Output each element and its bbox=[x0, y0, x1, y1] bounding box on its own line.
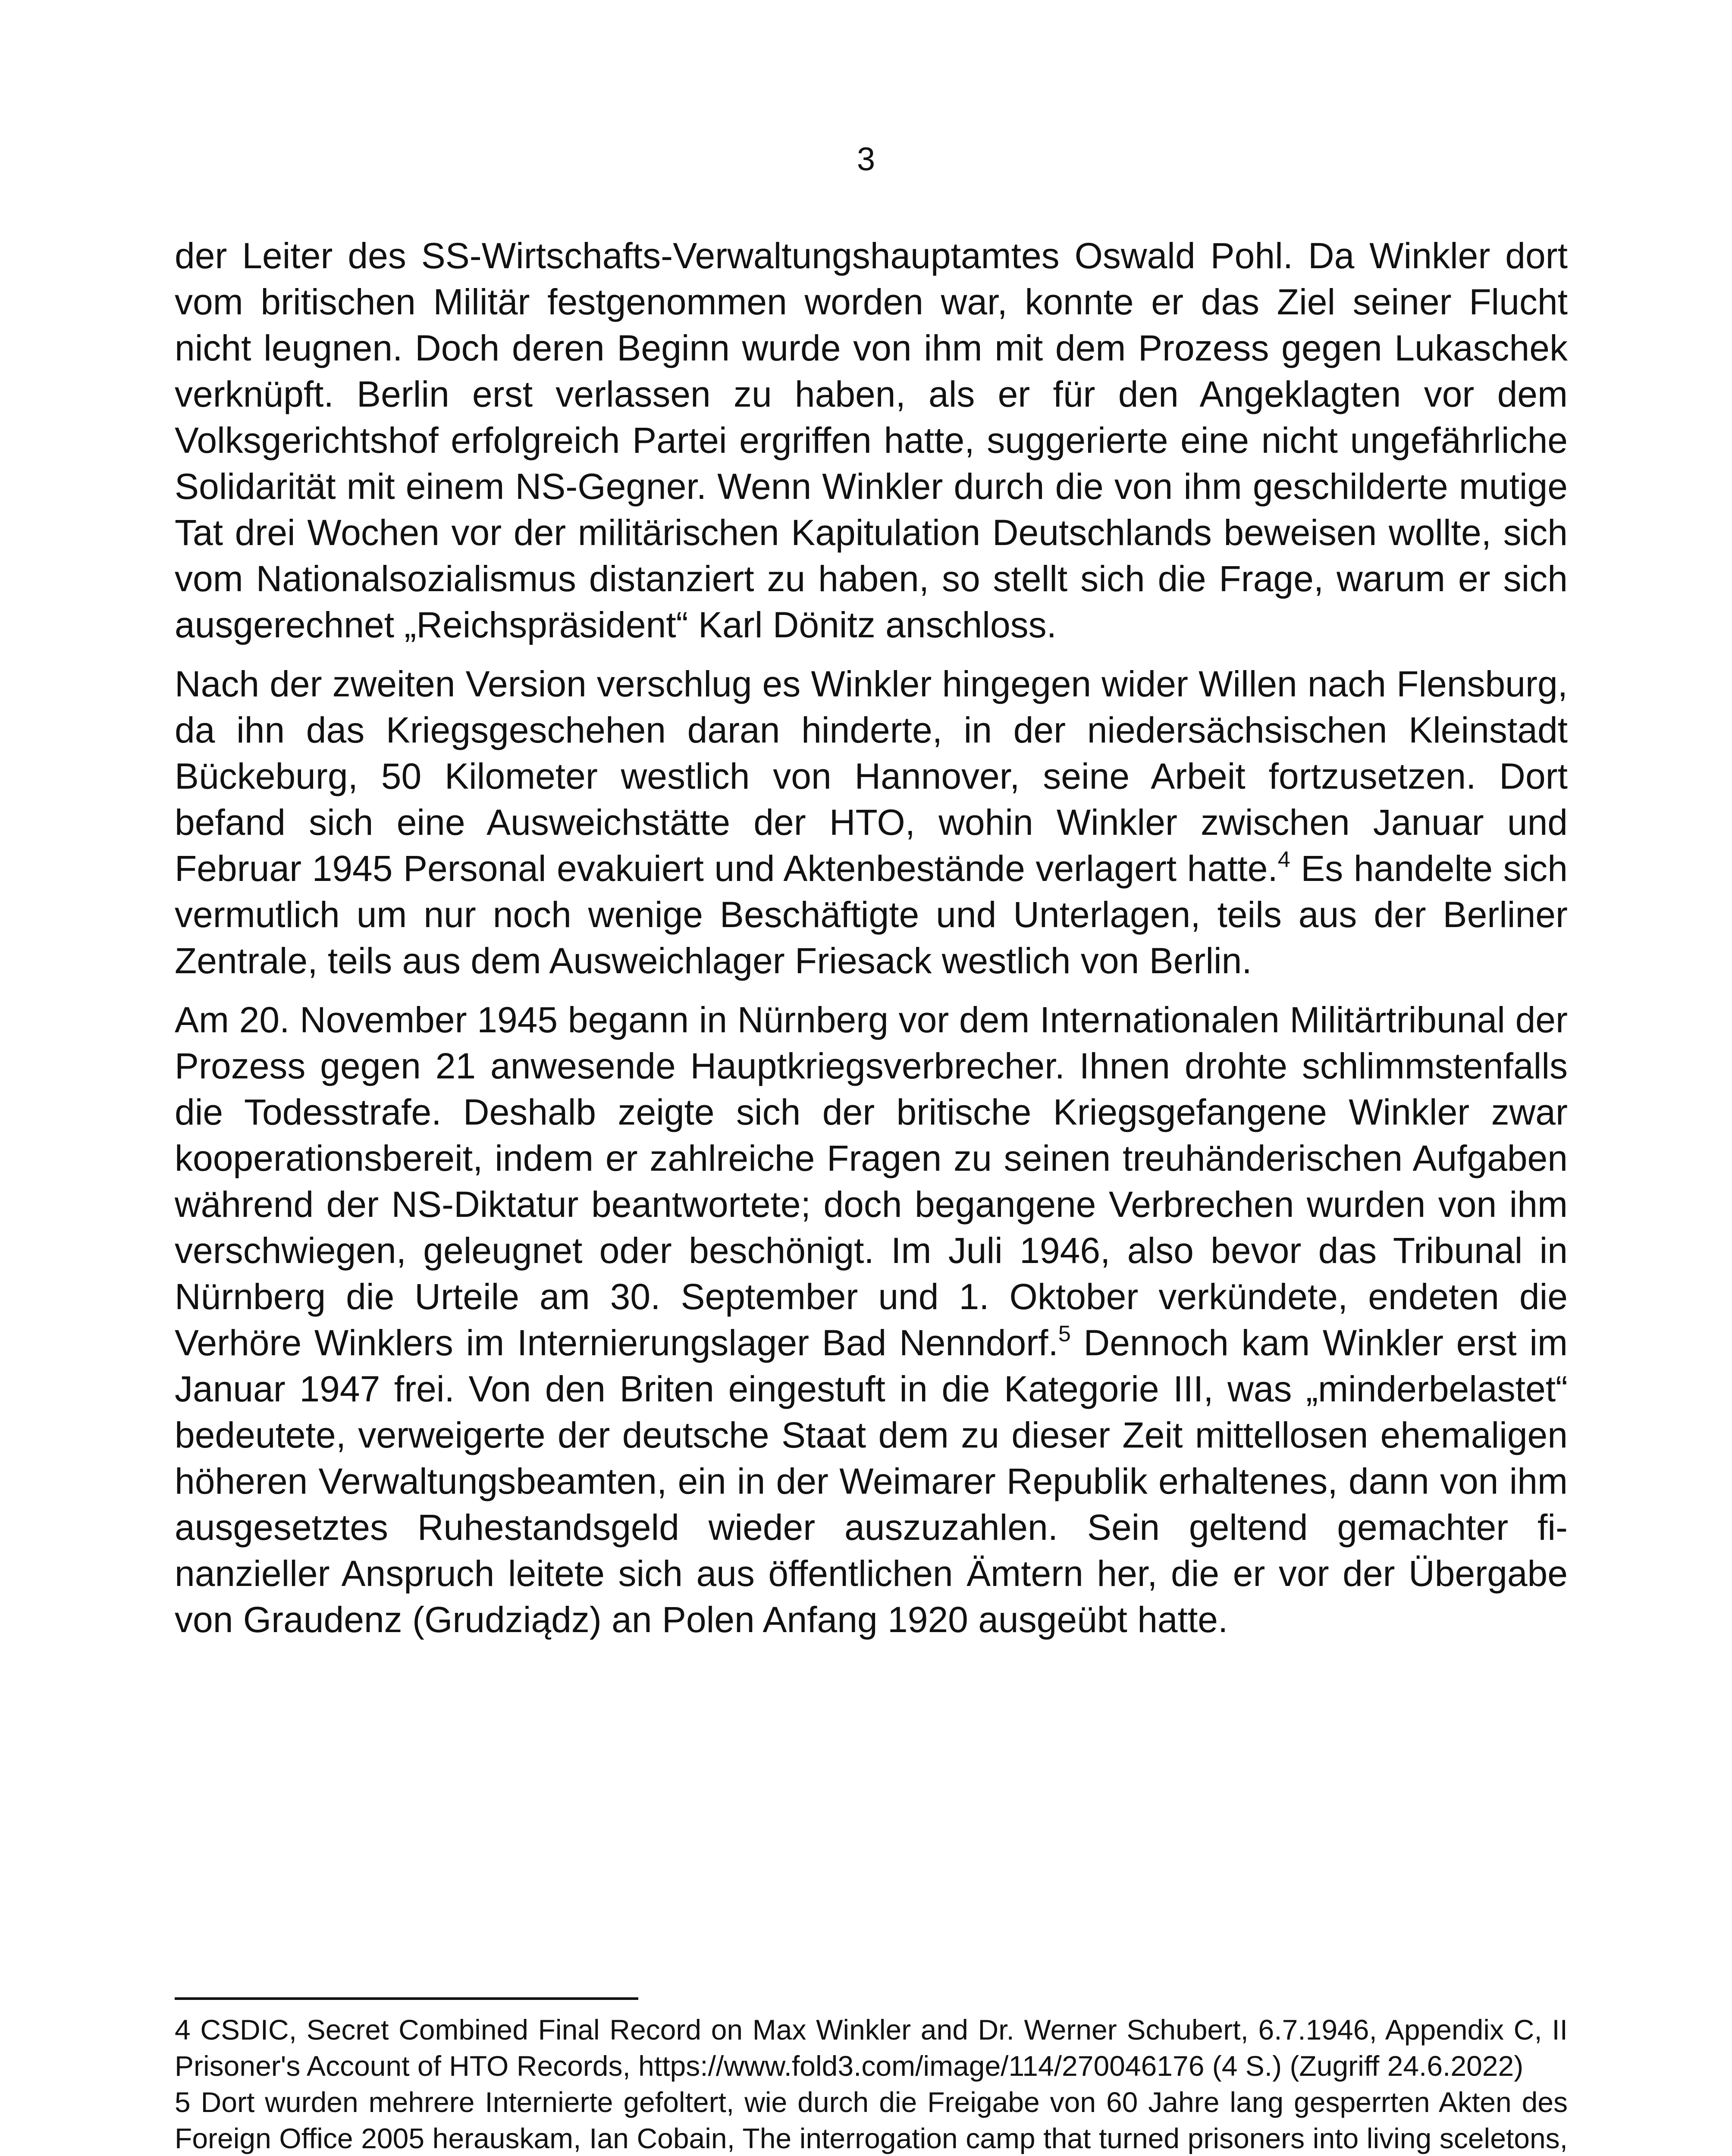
body-text bbox=[175, 233, 1568, 1656]
paragraph-2-text-a: Nach der zweiten Version verschlug es Winkler hingegen wider Willen nach Flensburg, da ihn das Kriegsgeschehen daran hinderte, in der niedersächsischen Kleinstadt Bückeburg, 50 Kilometer westlich von Hannover, seine Arbeit fortzusetzen. Dort befand sich eine Ausweichstätte der HTO, wohin Winkler zwischen Januar und Februar 1945 Personal evakuiert und Aktenbestände verlagert hatte. bbox=[175, 664, 1568, 889]
footnote-ref-4[interactable]: 4 bbox=[1277, 847, 1290, 872]
paragraph-3-text-b: Dennoch kam Winkler erst im Januar 1947 frei. Von den Briten eingestuft in die Kategorie III, was „minderbelastet“ bedeutete, verweigerte der deutsche Staat dem zu dieser Zeit mittellosen ehemaligen höheren Verwaltungsbeamten, ein in der Weimarer Republik erhaltenes, dann von ihm ausgesetztes Ruhestandsgeld wieder auszuzahlen. Sein geltend gemachter finanzieller Anspruch leitete sich aus öffentlichen Ämtern her, die er vor der Übergabe von Graudenz (Grudziądz) an Polen Anfang 1920 ausgeübt hatte. bbox=[175, 1322, 1568, 1640]
paragraph-1: der Leiter des SS-Wirtschafts-Verwaltungshauptamtes Oswald Pohl. Da Winkler dort vom britischen Militär festgenommen worden war, konnte er das Ziel seiner Flucht nicht leugnen. Doch deren Beginn wurde von ihm mit dem Prozess gegen Lukaschek verknüpft. Berlin erst verlassen zu haben, als er für den Angeklagten vor dem Volksgerichtshof erfolgreich Partei ergriffen hatte, suggerierte eine nicht ungefährliche Solidarität mit einem NS-Gegner. Wenn Winkler durch die von ihm geschilderte mutige Tat drei Wochen vor der militärischen Kapitulation Deutschlands beweisen wollte, sich vom Nationalsozialismus distanziert zu haben, so stellt sich die Frage, warum er sich ausgerechnet „Reichspräsident“ Karl Dönitz anschloss. bbox=[175, 235, 1568, 645]
footnote-separator bbox=[175, 1997, 638, 2000]
paragraph-2 bbox=[175, 661, 1568, 984]
paragraph-3-text-a: Am 20. November 1945 begann in Nürnberg vor dem Internationalen Militärtribunal der Prozess gegen 21 anwesende Hauptkriegsverbrecher. Ihnen drohte schlimmstenfalls die Todesstrafe. Deshalb zeigte sich der britische Kriegsgefangene Winkler zwar kooperationsbereit, indem er zahlreiche Fragen zu seinen treuhänderischen Aufgaben während der NS-Diktatur beantwortete; doch begangene Verbrechen wurden von ihm verschwiegen, geleugnet oder beschönigt. Im Juli 1946, also bevor das Tribunal in Nürnberg die Urteile am 30. September und 1. Oktober verkündete, endeten die Verhöre Winklers im Internierungslager Bad Nenndorf. bbox=[175, 1000, 1568, 1363]
footnotes bbox=[175, 2012, 1568, 2156]
footnote-4: 4 CSDIC, Secret Combined Final Record on Max Winkler and Dr. Werner Schubert, 6.7.1946, Appendix C, II Prisoner's Account of HTO Records, https://www.fold3.com/image/114/270046176 (4 S.) (Zugriff 24.6.2022) bbox=[175, 2014, 1568, 2082]
footnote-5: 5 Dort wurden mehrere Internierte gefoltert, wie durch die Freigabe von 60 Jahre lang gesperrten Akten des Foreign Office 2005 herauskam, Ian Cobain, The interrogation camp that turned prisoners into living sceletons, bbox=[175, 2086, 1568, 2154]
paragraph-2-text-b: Es handelte sich vermutlich um nur noch wenige Beschäftigte und Unterlagen, teils aus der Berliner Zentrale, teils aus dem Ausweichlager Friesack westlich von Berlin. bbox=[175, 848, 1568, 981]
footnote-ref-5[interactable]: 5 bbox=[1058, 1321, 1071, 1347]
page-number: 3 bbox=[857, 141, 875, 178]
paragraph-3 bbox=[175, 997, 1568, 1643]
